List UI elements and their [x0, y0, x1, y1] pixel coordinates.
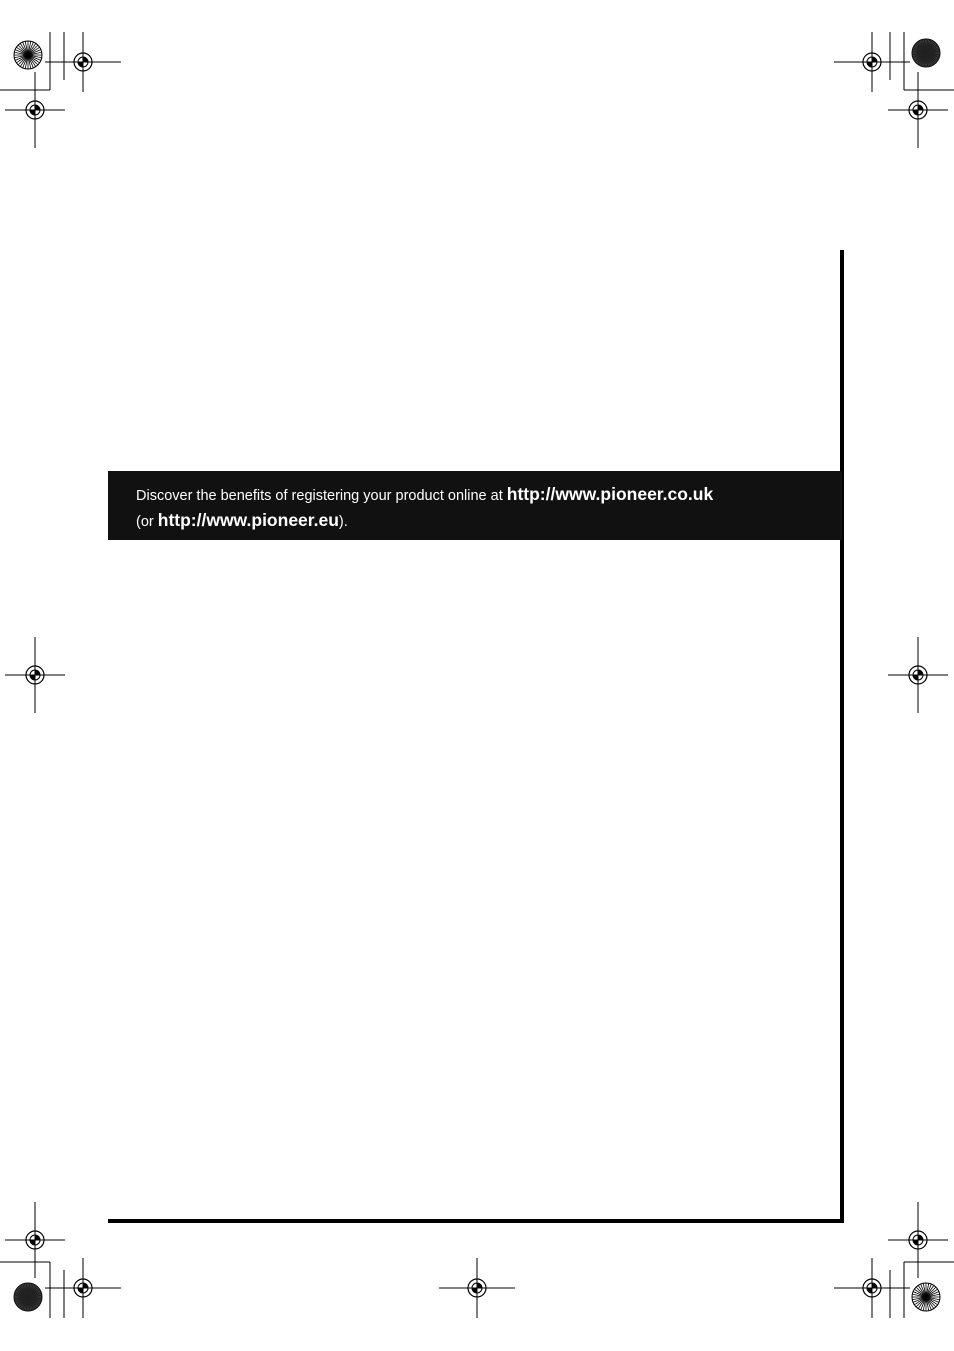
banner-line-1	[136, 482, 842, 508]
starburst-circle-icon	[14, 41, 42, 69]
crosshair-circle-icon	[888, 637, 948, 713]
pioneer-uk-link[interactable]: http://www.pioneer.co.uk	[506, 484, 714, 504]
registration-banner	[108, 471, 842, 540]
banner-intro-text: Discover the benefits of registering your product online at	[136, 488, 507, 504]
crosshair-circle-icon	[888, 72, 948, 148]
starburst-circle-icon	[912, 1283, 940, 1311]
crosshair-circle-icon	[45, 32, 121, 92]
crosshair-circle-icon	[439, 1258, 515, 1318]
crosshair-circle-icon	[45, 1258, 121, 1318]
crosshair-circle-icon	[834, 1258, 910, 1318]
crosshair-circle-icon	[834, 32, 910, 92]
crosshair-circle-icon	[888, 1202, 948, 1278]
bottom-margin-rule	[108, 1219, 844, 1223]
right-margin-rule	[840, 250, 844, 1223]
pioneer-eu-link[interactable]: http://www.pioneer.eu	[157, 510, 339, 530]
starburst-circle-icon	[912, 39, 940, 67]
starburst-circle-icon	[14, 1283, 42, 1311]
banner-or-text: (or	[136, 514, 158, 530]
crosshair-circle-icon	[5, 72, 65, 148]
banner-line-2	[136, 508, 842, 534]
crosshair-circle-icon	[5, 1202, 65, 1278]
banner-closing-text: ).	[338, 514, 348, 530]
crosshair-circle-icon	[5, 637, 65, 713]
